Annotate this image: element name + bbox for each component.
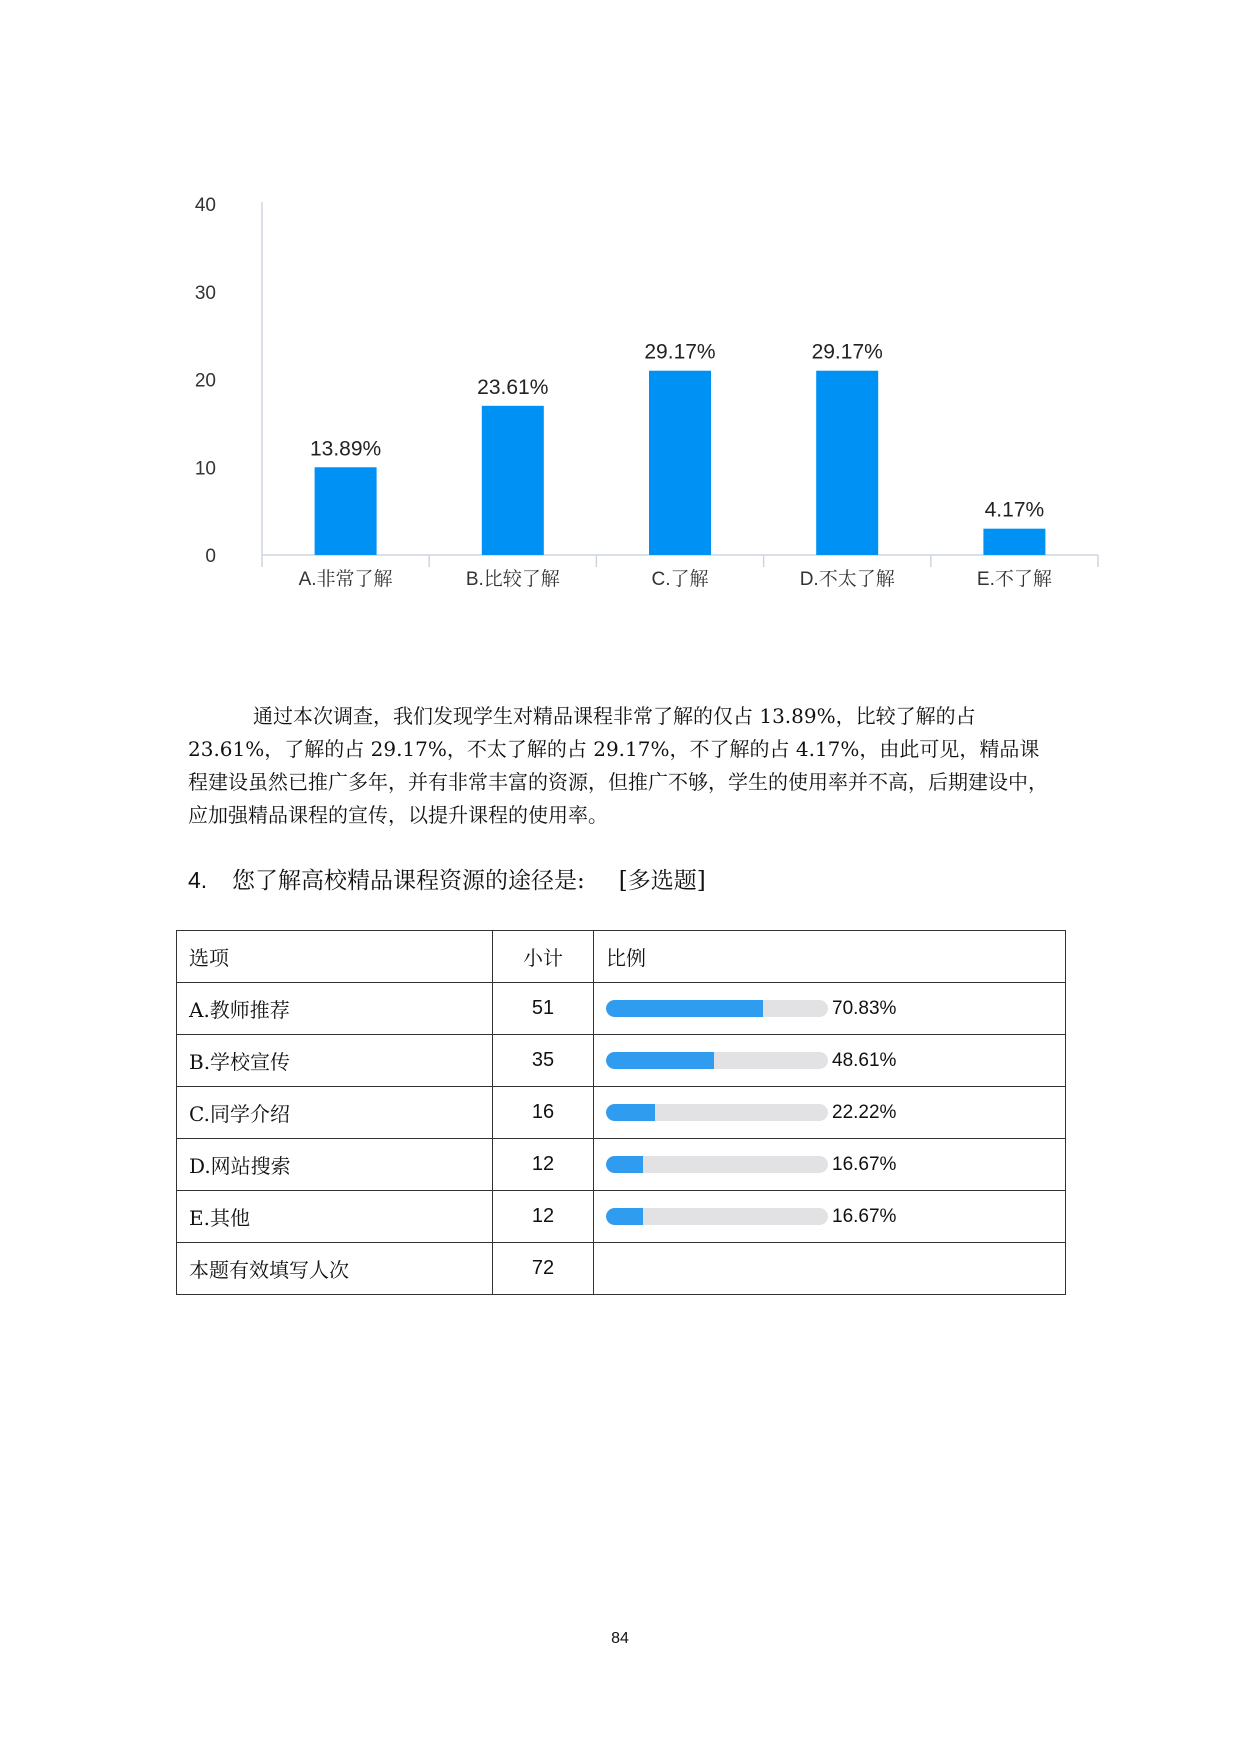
row-count: 16 [493,1087,594,1139]
total-label: 本题有效填写人次 [177,1243,493,1295]
page-number: 84 [611,1630,629,1647]
row-percent: 48.61% [832,1049,897,1071]
bar-track [606,1156,828,1173]
question-number: 4. [188,867,208,893]
y-tick-label: 40 [194,195,216,216]
row-count: 12 [493,1191,594,1243]
bar [482,406,544,555]
header-percent: 比例 [594,931,1066,983]
y-tick-label: 0 [205,546,216,567]
row-percent-bar [606,1206,1065,1228]
table-row [177,1087,1066,1139]
bar-track [606,1000,828,1017]
table-header-row [177,931,1066,983]
row-percent-bar [606,998,1065,1020]
x-tick-label: A.非常了解 [298,569,393,590]
table-row [177,983,1066,1035]
y-tick-label: 10 [194,458,216,480]
row-percent: 70.83% [832,997,897,1019]
bar-fill [606,1052,714,1069]
row-option: C.同学介绍 [177,1087,493,1139]
bar [315,467,377,555]
analysis-paragraph [188,700,1058,832]
x-tick-label: C.了解 [651,569,709,590]
y-tick-label: 20 [194,370,216,392]
row-option: E.其他 [177,1191,493,1243]
question-text: 您了解高校精品课程资源的途径是: [232,868,585,894]
row-count: 12 [493,1139,594,1191]
header-option: 选项 [177,931,493,983]
table-row [177,1139,1066,1191]
x-tick-label: E.不了解 [976,569,1052,590]
data-label: 4.17% [984,498,1045,522]
results-table [176,930,1066,1295]
paragraph-text: 通过本次调查，我们发现学生对精品课程非常了解的仅占 13.89%，比较了解的占 23.61%，了解的占 29.17%，不太了解的占 29.17%，不了解的占 4.17%，由此可见，精品课程建设虽然已推广多年，并有非常丰富的资源，但推广不够，学生的使用率并不高，后期建设中，应加强精品课程的宣传，以提升课程的使用率。 [188,704,1048,827]
question-heading [188,862,1088,895]
row-count: 35 [493,1035,594,1087]
row-option: B.学校宣传 [177,1035,493,1087]
data-label: 13.89% [309,437,382,461]
bar-fill [606,1000,763,1017]
row-percent-bar [606,1154,1065,1176]
row-percent-bar [606,1102,1065,1124]
data-label: 23.61% [477,375,549,399]
data-label: 29.17% [811,340,883,364]
data-label: 29.17% [644,340,716,364]
row-percent: 16.67% [832,1205,897,1227]
row-option: A.教师推荐 [177,983,493,1035]
table-row [177,1035,1066,1087]
bar-track [606,1208,828,1225]
x-tick-label: B.比较了解 [465,569,560,590]
table-row [177,1191,1066,1243]
bar [816,371,878,555]
bar-fill [606,1208,643,1225]
header-count: 小计 [493,931,594,983]
bar-track [606,1052,828,1069]
bar [983,529,1045,555]
bar [649,371,711,555]
y-tick-label: 30 [194,282,216,304]
x-tick-label: D.不太了解 [799,569,895,590]
total-empty-cell [594,1243,1066,1295]
total-count: 72 [493,1243,594,1295]
row-percent: 22.22% [832,1101,897,1123]
bar-fill [606,1156,643,1173]
row-percent: 16.67% [832,1153,897,1175]
row-option: D.网站搜索 [177,1139,493,1191]
question-type: [多选题] [618,868,706,894]
bar-chart [180,180,1110,670]
table-total-row [177,1243,1066,1295]
bar-fill [606,1104,655,1121]
bar-track [606,1104,828,1121]
row-count: 51 [493,983,594,1035]
row-percent-bar [606,1050,1065,1072]
